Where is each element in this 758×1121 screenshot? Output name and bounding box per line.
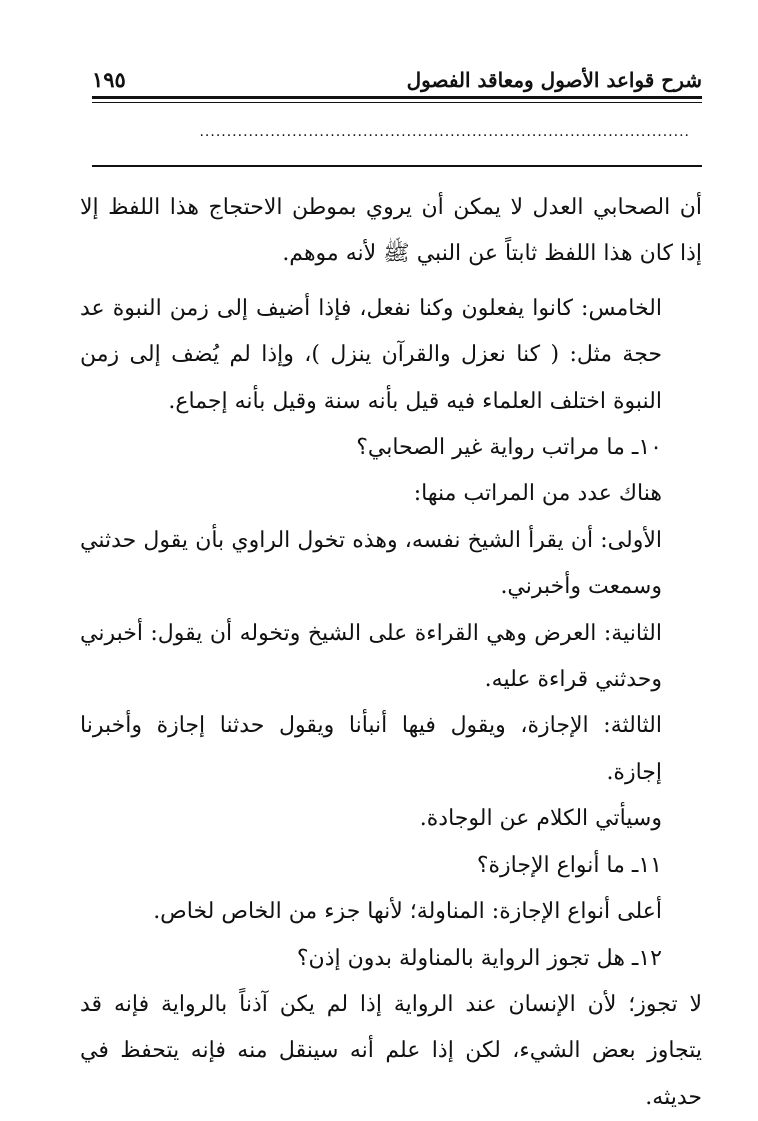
paragraph: الأولى: أن يقرأ الشيخ نفسه، وهذه تخول الراوي بأن يقول حدثني وسمعت وأخبرني.	[80, 527, 662, 600]
paragraph: أعلى أنواع الإجازة: المناولة؛ لأنها جزء من الخاص لخاص.	[153, 899, 662, 925]
paragraph: لا تجوز؛ لأن الإنسان عند الرواية إذا لم يكن آذناً بالرواية فإنه قد يتجاوز بعض الشيء، لكن إذا علم أنه سينقل منه فإنه يتحفظ في حديثه.	[80, 991, 702, 1110]
section-rule	[92, 165, 702, 167]
body-text	[80, 185, 702, 1121]
paragraph: وسيأتي الكلام عن الوجادة.	[419, 806, 662, 832]
page-number: ١٩٥	[92, 67, 126, 92]
question-heading: ١٠ـ ما مراتب رواية غير الصحابي؟	[356, 435, 662, 461]
question-heading: ١٢ـ هل تجوز الرواية بالمناولة بدون إذن؟	[296, 945, 662, 971]
running-header	[92, 56, 702, 92]
paragraph: هناك عدد من المراتب منها:	[413, 481, 662, 507]
book-title: شرح قواعد الأصول ومعاقد الفصول	[406, 68, 702, 92]
paragraph: الخامس: كانوا يفعلون وكنا نفعل، فإذا أضيف إلى زمن النبوة عد حجة مثل: ( كنا نعزل والقرآن ينزل )، وإذا لم يُضف إلى زمن النبوة اختلف العلماء فيه قيل بأنه سنة وقيل بأنه إجماع.	[80, 295, 662, 414]
paragraph: الثالثة: الإجازة، ويقول فيها أنبأنا ويقول حدثنا إجازة وأخبرنا إجازة.	[80, 713, 662, 785]
question-heading: ١١ـ ما أنواع الإجازة؟	[476, 852, 662, 878]
header-rule-thick	[92, 96, 702, 99]
header-rule-thin	[92, 102, 702, 103]
paragraph: أن الصحابي العدل لا يمكن أن يروي بموطن الاحتجاج هذا اللفظ إلا إذا كان هذا اللفظ ثابتاً عن النبي ﷺ لأنه موهم.	[80, 195, 702, 267]
dotted-line: ..........................................................................................	[199, 124, 690, 140]
paragraph: الثانية: العرض وهي القراءة على الشيخ وتخوله أن يقول: أخبرني وحدثني قراءة عليه.	[80, 620, 662, 693]
